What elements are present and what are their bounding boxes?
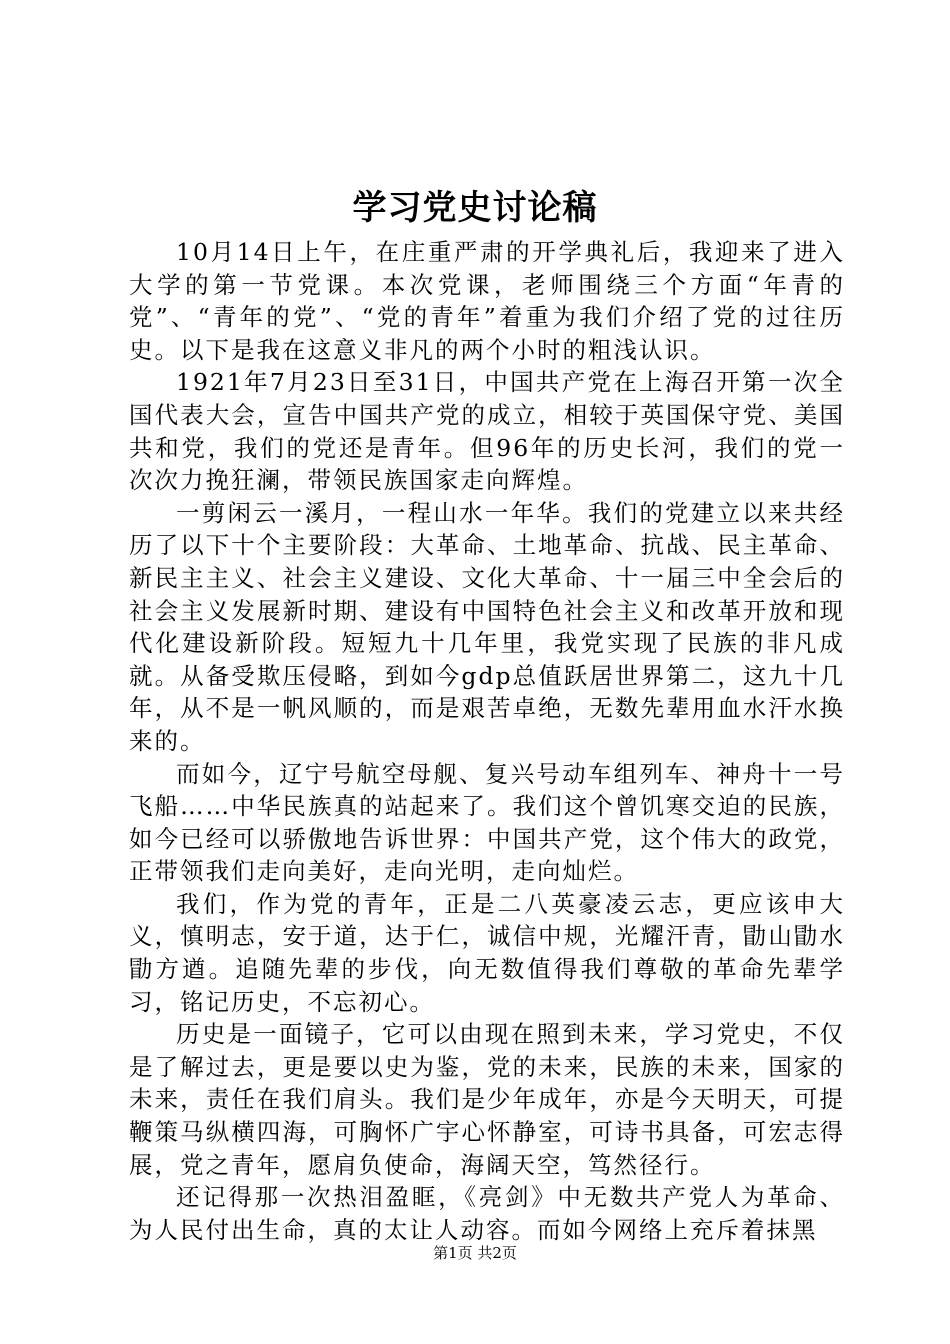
paragraph-6: 历史是一面镜子，它可以由现在照到未来，学习党史，不仅是了解过去，更是要以史为鉴，党的未来，民族的未来，国家的未来，责任在我们肩头。我们是少年成年，亦是今天明天，可提鞭策马纵横四海，可胸怀广宇心怀静室，可诗书具备，可宏志得展，党之青年，愿肩负使命，海阔天空，笃然径行。 [129,1020,845,1179]
paragraph-1: 10月14日上午，在庄重严肃的开学典礼后，我迎来了进入大学的第一节党课。本次党课，老师围绕三个方面“年青的党”、“青年的党”、“党的青年”着重为我们介绍了党的过往历史。以下是我在这意义非凡的两个小时的粗浅认识。 [129,238,845,364]
paragraph-3: 一剪闲云一溪月，一程山水一年华。我们的党建立以来共经历了以下十个主要阶段：大革命、土地革命、抗战、民主革命、新民主主义、社会主义建设、文化大革命、十一届三中全会后的社会主义发展新时期、建设有中国特色社会主义和改革开放和现代化建设新阶段。短短九十几年里，我党实现了民族的非凡成就。从备受欺压侵略，到如今gdp总值跃居世界第二，这九十几年，从不是一帆风顺的，而是艰苦卓绝，无数先辈用血水汗水换来的。 [129,498,845,755]
document-body [129,236,845,1246]
paragraph-5: 我们，作为党的青年，正是二八英豪凌云志，更应该申大义，慎明志，安于道，达于仁，诚信中规，光耀汗青，勖山勖水勖方遒。追随先辈的步伐，向无数值得我们尊敬的革命先辈学习，铭记历史，不忘初心。 [129,889,845,1016]
paragraph-7: 还记得那一次热泪盈眶，《亮剑》中无数共产党人为革命、为人民付出生命，真的太让人动容。而如今网络上充斥着抹黑 [129,1183,845,1244]
page-footer: 第1页 共2页 [433,1244,517,1262]
document-title: 学习党史讨论稿 [352,188,598,228]
paragraph-2: 1921年7月23日至31日，中国共产党在上海召开第一次全国代表大会，宣告中国共产党的成立，相较于英国保守党、美国共和党，我们的党还是青年。但96年的历史长河，我们的党一次次力挽狂澜，带领民族国家走向辉煌。 [129,368,845,495]
paragraph-4: 而如今，辽宁号航空母舰、复兴号动车组列车、神舟十一号飞船……中华民族真的站起来了。我们这个曾饥寒交迫的民族，如今已经可以骄傲地告诉世界：中国共产党，这个伟大的政党，正带领我们走向美好，走向光明，走向灿烂。 [129,759,845,886]
